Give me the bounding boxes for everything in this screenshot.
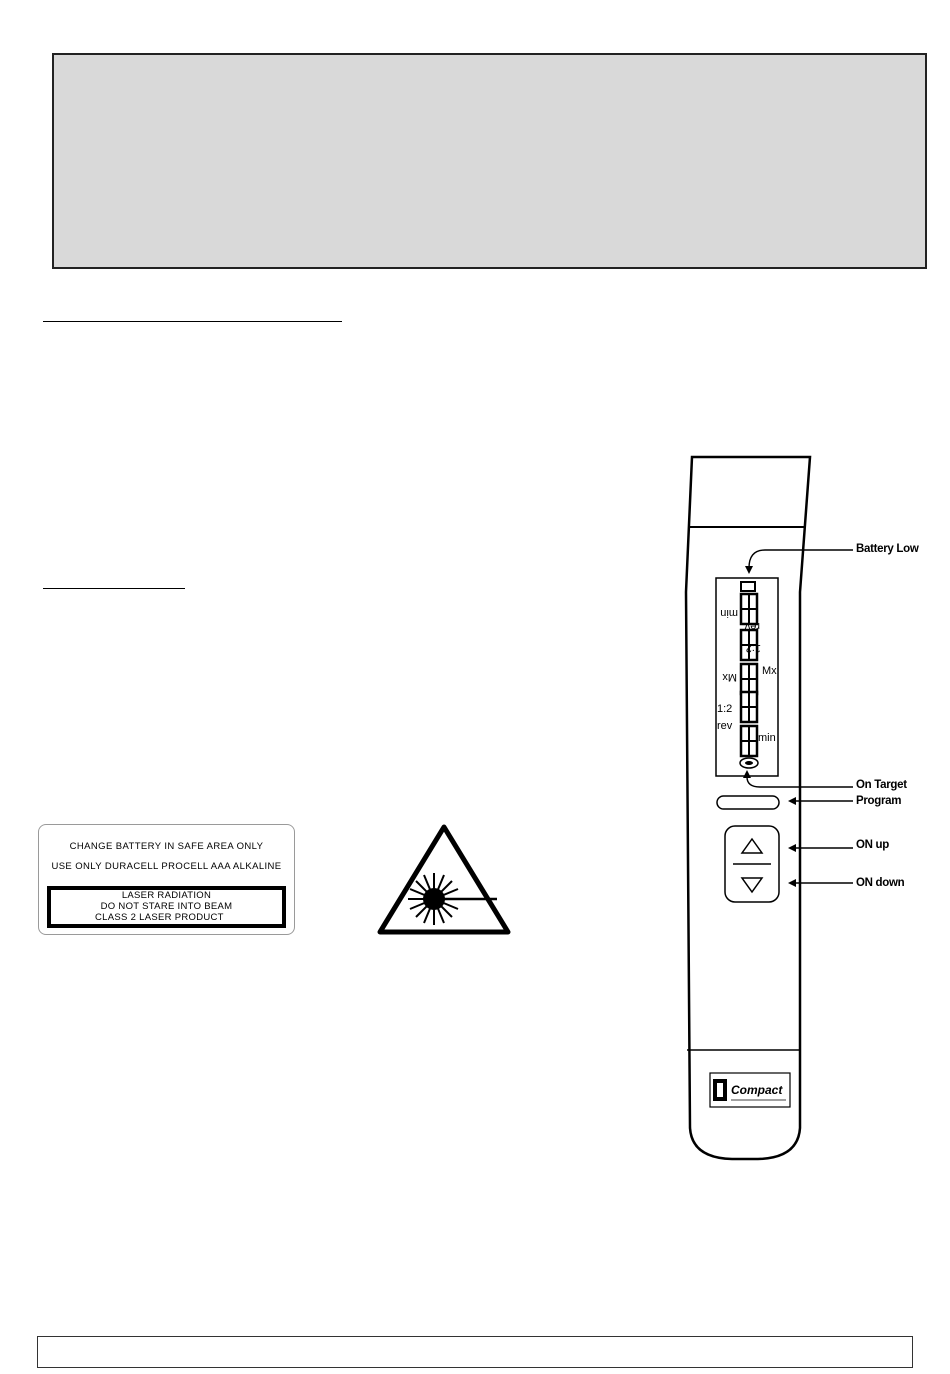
callout-program: Program (856, 795, 902, 807)
lcd-mx-right: Mx (762, 665, 777, 677)
lcd-min-top: min (720, 607, 738, 619)
brand-logo-text: Compact (731, 1083, 783, 1097)
callout-on-target: On Target (856, 779, 907, 791)
section-heading-underline-2 (43, 588, 185, 589)
warning-label (38, 824, 295, 935)
warning-label-line-1: CHANGE BATTERY IN SAFE AREA ONLY (69, 841, 264, 852)
laser-warning-line-2: DO NOT STARE INTO BEAM (100, 901, 233, 912)
laser-warning-line-1: LASER RADIATION (121, 890, 212, 901)
section-heading-underline-1 (43, 321, 342, 322)
lcd-min-bottom: min (758, 732, 776, 744)
callout-on-up: ON up (856, 839, 889, 851)
lcd-ratio-left: 1:2 (717, 703, 733, 715)
laser-warning-box (47, 886, 286, 928)
footer-box (37, 1336, 913, 1368)
lcd-rev-left: rev (717, 720, 733, 732)
callout-battery-low: Battery Low (856, 543, 919, 555)
header-box (52, 53, 927, 269)
lcd-rev-top: rev (744, 620, 760, 632)
laser-warning-line-3: CLASS 2 LASER PRODUCT (95, 912, 224, 923)
tachometer-device (680, 452, 830, 1164)
lcd-mx-left: Mx (722, 671, 737, 683)
callout-on-down: ON down (856, 877, 905, 889)
laser-hazard-icon (377, 823, 511, 936)
warning-label-line-2: USE ONLY DURACELL PROCELL AAA ALKALINE (51, 861, 282, 872)
lcd-ratio-top: 1:2 (745, 642, 761, 654)
